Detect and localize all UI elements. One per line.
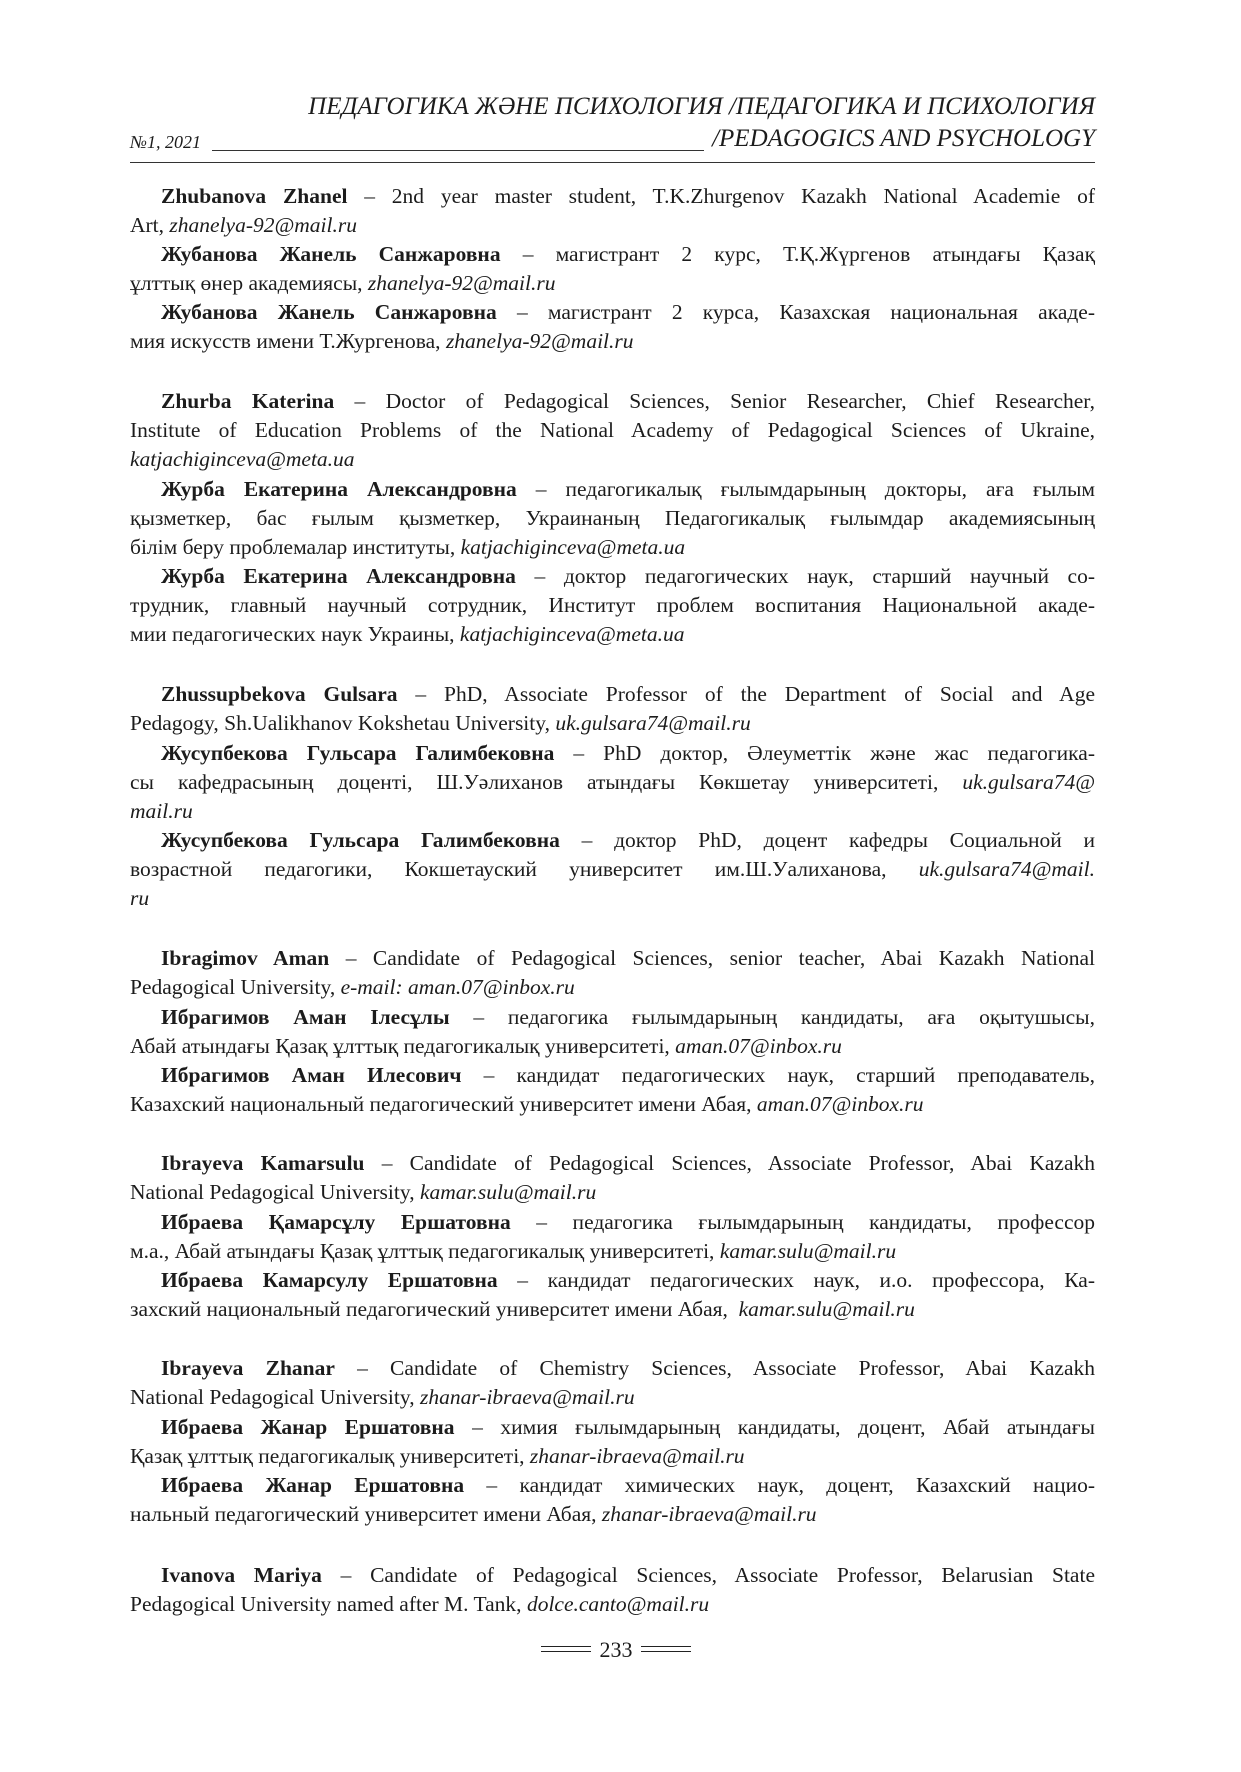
author-details: қызметкер, бас ғылым қызметкер, Украинаның Педагогикалық ғылымдар академиясының — [130, 506, 1095, 530]
entry-line — [130, 532, 1095, 562]
entry-line — [130, 1148, 1095, 1178]
entry-line — [130, 268, 1095, 298]
entry-line — [130, 1002, 1095, 1032]
author-details: Pedagogical University, — [130, 975, 341, 999]
entry-line — [130, 1353, 1095, 1383]
author-email: kamar.sulu@mail.ru — [419, 1180, 597, 1204]
entry-line — [130, 386, 1095, 416]
entry-line — [130, 1177, 1095, 1207]
author-details: Абай атындағы Қазақ ұлттық педагогикалық университеті, — [130, 1034, 676, 1058]
author-email: ru — [130, 886, 150, 910]
author-details: мия искусств имени Т.Жургенова, — [130, 329, 446, 353]
author-email: zhanelya-92@mail.ru — [169, 213, 358, 237]
entry-line — [130, 1031, 1095, 1061]
author-email: mail.ru — [130, 799, 193, 823]
author-details: – магистрант 2 курс, Т.Қ.Жүргенов атындағы Қазақ — [500, 242, 1096, 266]
author-details: – педагогикалық ғылымдарының докторы, аға ғылым — [516, 477, 1096, 501]
entry-line — [130, 1089, 1095, 1119]
entry-line — [130, 1382, 1095, 1412]
author-email: aman.07@inbox.ru — [756, 1092, 924, 1116]
author-name: Ибраева Жанар Ершатовна — [161, 1415, 455, 1439]
author-name: Жусупбекова Гульсара Галимбековна — [161, 741, 555, 765]
author-details: – Candidate of Pedagogical Sciences, senior teacher, Abai Kazakh National — [329, 946, 1095, 970]
page-number: 233 — [599, 1637, 633, 1662]
author-details: Pedagogy, Sh.Ualikhanov Kokshetau University, — [130, 711, 556, 735]
entry-line — [130, 972, 1095, 1002]
author-details: білім беру проблемалар институты, — [130, 535, 461, 559]
author-details: National Pedagogical University, — [130, 1180, 420, 1204]
author-email: e-mail: aman.07@inbox.ru — [340, 975, 575, 999]
author-email: katjachiginceva@meta.ua — [459, 622, 685, 646]
author-email: zhanar-ibraeva@mail.ru — [419, 1385, 635, 1409]
footer-rule-left — [541, 1646, 591, 1652]
author-name: Zhussupbekova Gulsara — [161, 682, 398, 706]
entry-line — [130, 210, 1095, 240]
author-name: Zhubanova Zhanel — [161, 184, 348, 208]
author-email: uk.gulsara74@mail.ru — [555, 711, 751, 735]
entry-line — [130, 738, 1095, 768]
entry-line — [130, 767, 1095, 797]
author-details: – доктор PhD, доцент кафедры Социальной и — [559, 828, 1095, 852]
issue-number: №1, 2021 — [130, 132, 201, 152]
author-email: uk.gulsara74@mail. — [918, 857, 1095, 881]
author-name: Ибрагимов Аман Илесович — [161, 1063, 462, 1087]
author-details: ұлттық өнер академиясы, — [130, 271, 368, 295]
author-details: – Candidate of Chemistry Sciences, Associate Professor, Abai Kazakh — [334, 1356, 1095, 1380]
author-name: Ivanova Mariya — [161, 1563, 322, 1587]
author-details: – PhD, Associate Professor of the Department of Social and Age — [397, 682, 1095, 706]
author-name: Ибраева Қамарсұлу Ершатовна — [161, 1210, 511, 1234]
entry-line — [130, 1207, 1095, 1237]
entry-line — [130, 474, 1095, 504]
entry-line — [130, 1470, 1095, 1500]
author-email: dolce.canto@mail.ru — [526, 1592, 710, 1616]
entry-line — [130, 854, 1095, 884]
author-details: нальный педагогический университет имени Абая, — [130, 1502, 602, 1526]
author-name: Ибрагимов Аман Ілесұлы — [161, 1005, 450, 1029]
entry-line — [130, 1441, 1095, 1471]
author-details: Қазақ ұлттық педагогикалық университеті, — [130, 1444, 530, 1468]
entry-line — [130, 883, 1095, 913]
author-details: – PhD доктор, Әлеуметтік және жас педагогика- — [554, 741, 1095, 765]
author-details: – кандидат химических наук, доцент, Казахский нацио- — [464, 1473, 1095, 1497]
author-details: – магистрант 2 курса, Казахская национальная акаде- — [496, 300, 1096, 324]
author-details: м.а., Абай атындағы Қазақ ұлттық педагогикалық университеті, — [130, 1239, 720, 1263]
author-details: – Doctor of Pedagogical Sciences, Senior Researcher, Chief Researcher, — [334, 389, 1095, 413]
entry-line — [130, 708, 1095, 738]
journal-title-line: ПЕДАГОГИКА ЖӘНЕ ПСИХОЛОГИЯ /ПЕДАГОГИКА И ПСИХОЛОГИЯ — [308, 93, 1095, 120]
author-email: uk.gulsara74@ — [962, 770, 1095, 794]
author-email: zhanar-ibraeva@mail.ru — [529, 1444, 745, 1468]
author-details: – кандидат педагогических наук, старший преподаватель, — [461, 1063, 1095, 1087]
entry-line — [130, 561, 1095, 591]
author-name: Жубанова Жанель Санжаровна — [161, 300, 497, 324]
entry-line — [130, 590, 1095, 620]
entry-line — [130, 619, 1095, 649]
author-details: – химия ғылымдарының кандидаты, доцент, Абай атындағы — [454, 1415, 1095, 1439]
author-name: Журба Екатерина Александровна — [161, 477, 517, 501]
author-details: Казахский национальный педагогический университет имени Абая, — [130, 1092, 757, 1116]
contributors-list — [130, 0, 1095, 1772]
entry-line — [130, 1294, 1095, 1324]
author-details: – 2nd year master student, T.K.Zhurgenov Kazakh National Academie of — [347, 184, 1095, 208]
author-details: National Pedagogical University, — [130, 1385, 420, 1409]
entry-line — [130, 239, 1095, 269]
author-details: – Candidate of Pedagogical Sciences, Associate Professor, Belarusian State — [321, 1563, 1095, 1587]
entry-line — [130, 796, 1095, 826]
author-details: захский национальный педагогический университет имени Абая, — [130, 1297, 739, 1321]
footer-rule-right — [641, 1646, 691, 1652]
entry-line — [130, 1236, 1095, 1266]
entry-line — [130, 1499, 1095, 1529]
author-details: мии педагогических наук Украины, — [130, 622, 460, 646]
author-details: – педагогика ғылымдарының кандидаты, профессор — [510, 1210, 1095, 1234]
entry-line — [130, 181, 1095, 211]
author-email: kamar.sulu@mail.ru — [719, 1239, 897, 1263]
author-details: сы кафедрасының доценті, Ш.Уәлиханов атындағы Көкшетау университеті, — [130, 770, 963, 794]
author-details: – кандидат педагогических наук, и.о. профессора, Ка- — [497, 1268, 1096, 1292]
author-name: Ibrayeva Zhanar — [161, 1356, 335, 1380]
author-details: – Candidate of Pedagogical Sciences, Associate Professor, Abai Kazakh — [364, 1151, 1096, 1175]
author-details: – доктор педагогических наук, старший научный со- — [515, 564, 1095, 588]
author-details: возрастной педагогики, Кокшетауский университет им.Ш.Уалиханова, — [130, 857, 919, 881]
author-name: Ibrayeva Kamarsulu — [161, 1151, 365, 1175]
entry-line — [130, 1560, 1095, 1590]
entry-line — [130, 1265, 1095, 1295]
author-name: Ibragimov Aman — [161, 946, 330, 970]
author-name: Жусупбекова Гульсара Галимбековна — [161, 828, 560, 852]
author-details: трудник, главный научный сотрудник, Институт проблем воспитания Национальной акаде- — [130, 593, 1095, 617]
entry-line — [130, 1589, 1095, 1619]
entry-line — [130, 326, 1095, 356]
author-email: aman.07@inbox.ru — [675, 1034, 842, 1058]
author-email: katjachiginceva@meta.ua — [460, 535, 686, 559]
entry-line — [130, 943, 1095, 973]
author-details: Institute of Education Problems of the National Academy of Pedagogical Sciences of Ukraine, — [130, 418, 1095, 442]
author-details: Pedagogical University named after M. Tank, — [130, 1592, 527, 1616]
author-details: – педагогика ғылымдарының кандидаты, аға оқытушысы, — [449, 1005, 1095, 1029]
entry-line — [130, 679, 1095, 709]
author-email: zhanelya-92@mail.ru — [445, 329, 634, 353]
entry-line — [130, 1412, 1095, 1442]
author-email: kamar.sulu@mail.ru — [738, 1297, 915, 1321]
entry-line — [130, 1060, 1095, 1090]
author-name: Ибраева Жанар Ершатовна — [161, 1473, 465, 1497]
journal-subtitle: /PEDAGOGICS AND PSYCHOLOGY — [712, 125, 1095, 152]
entry-line — [130, 415, 1095, 445]
author-name: Журба Екатерина Александровна — [161, 564, 516, 588]
author-details: Art, — [130, 213, 170, 237]
author-name: Ибраева Камарсулу Ершатовна — [161, 1268, 498, 1292]
entry-line — [130, 503, 1095, 533]
author-email: zhanelya-92@mail.ru — [367, 271, 556, 295]
entry-line — [130, 444, 1095, 474]
author-email: zhanar-ibraeva@mail.ru — [601, 1502, 817, 1526]
page-footer — [541, 1630, 691, 1670]
author-email: katjachiginceva@meta.ua — [130, 447, 355, 471]
author-name: Zhurba Katerina — [161, 389, 335, 413]
author-name: Жубанова Жанель Санжаровна — [161, 242, 501, 266]
entry-line — [130, 297, 1095, 327]
entry-line — [130, 825, 1095, 855]
